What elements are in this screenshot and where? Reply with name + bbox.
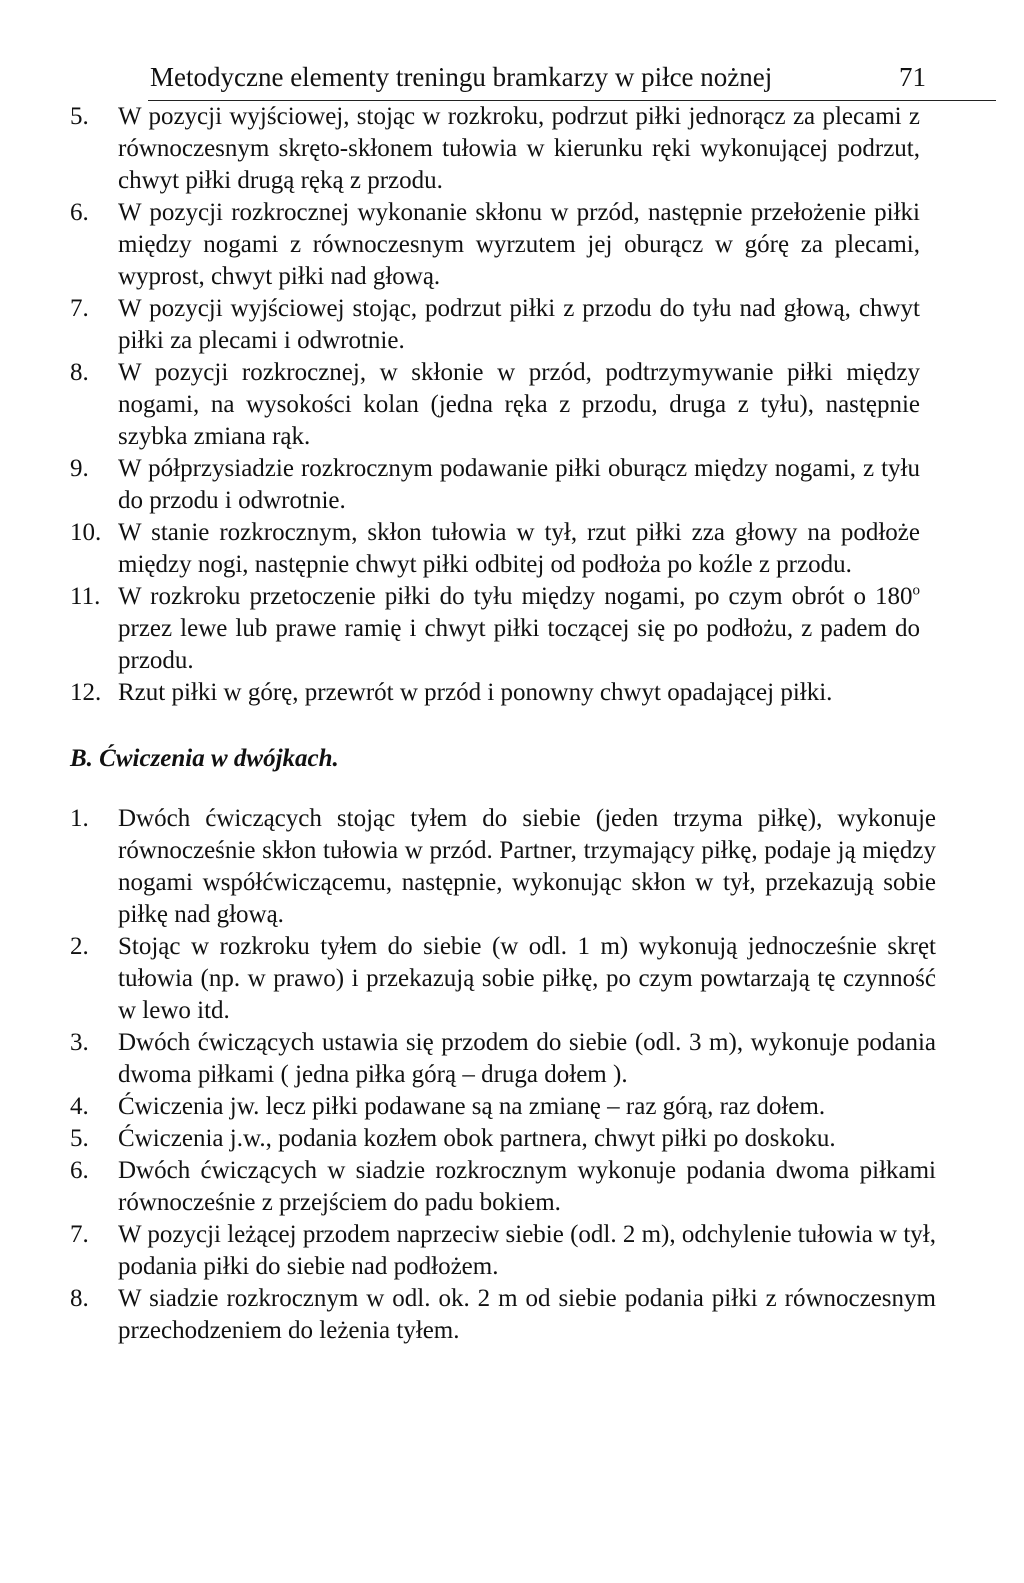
item-text-before-degree: W rozkroku przetoczenie piłki do tyłu między nogami, po czym obrót o 180 xyxy=(118,583,913,610)
item-number: 6. xyxy=(70,199,89,226)
page-number: 71 xyxy=(899,62,926,92)
list-item xyxy=(70,1283,936,1347)
item-text: Dwóch ćwiczących stojąc tyłem do siebie (jeden trzyma piłkę), wykonuje równocześnie skłon tułowia w przód. Partner, trzymający piłkę, podaje ją między nogami współćwiczącemu, następnie, wykonując skłon w tył, przekazują sobie piłkę nad głową. xyxy=(118,805,936,928)
item-number: 8. xyxy=(70,359,89,386)
item-text: W pozycji leżącej przodem naprzeciw siebie (odl. 2 m), odchylenie tułowia w tył, podania piłki do siebie nad podłożem. xyxy=(118,1221,936,1280)
book-page xyxy=(70,60,936,1347)
section-b-title: B. Ćwiczenia w dwójkach. xyxy=(70,745,339,772)
list-item xyxy=(70,453,920,517)
item-number: 3. xyxy=(70,1029,89,1056)
list-item xyxy=(70,1219,936,1283)
item-number: 2. xyxy=(70,933,89,960)
item-text: Stojąc w rozkroku tyłem do siebie (w odl. 1 m) wykonują jednocześnie skręt tułowia (np. w prawo) i przekazują sobie piłkę, po czym powtarzają tę czynność w lewo itd. xyxy=(118,933,936,1024)
running-head-title: Metodyczne elementy treningu bramkarzy w piłce nożnej xyxy=(150,62,773,92)
item-text: W półprzysiadzie rozkrocznym podawanie piłki oburącz między nogami, z tyłu do przodu i odwrotnie. xyxy=(118,455,920,514)
item-number: 7. xyxy=(70,1221,89,1248)
list-item xyxy=(70,931,936,1027)
list-item xyxy=(70,101,920,197)
list-item xyxy=(70,1027,936,1091)
item-number: 4. xyxy=(70,1093,89,1120)
item-text: W pozycji wyjściowej stojąc, podrzut piłki z przodu do tyłu nad głową, chwyt piłki za plecami i odwrotnie. xyxy=(118,295,920,354)
item-text: Dwóch ćwiczących ustawia się przodem do siebie (odl. 3 m), wykonuje podania dwoma piłkami ( jedna piłka górą – druga dołem ). xyxy=(118,1029,936,1088)
list-item xyxy=(70,1091,936,1123)
item-number: 8. xyxy=(70,1285,89,1312)
item-text: Rzut piłki w górę, przewrót w przód i ponowny chwyt opadającej piłki. xyxy=(118,679,833,706)
exercise-list-b xyxy=(70,803,936,1347)
item-text: Ćwiczenia j.w., podania kozłem obok partnera, chwyt piłki po doskoku. xyxy=(118,1125,836,1152)
item-number: 12. xyxy=(70,679,102,706)
item-number: 9. xyxy=(70,455,89,482)
item-text-after-degree: przez lewe lub prawe ramię i chwyt piłki toczącej się po podłożu, z padem do przodu. xyxy=(118,615,920,674)
item-number: 11. xyxy=(70,583,101,610)
item-number: 7. xyxy=(70,295,89,322)
item-number: 5. xyxy=(70,1125,89,1152)
item-number: 10. xyxy=(70,519,102,546)
item-text: W siadzie rozkrocznym w odl. ok. 2 m od siebie podania piłki z równoczesnym przechodzeniem do leżenia tyłem. xyxy=(118,1285,936,1344)
running-head xyxy=(70,60,936,94)
list-item xyxy=(70,581,920,677)
item-number: 1. xyxy=(70,805,89,832)
item-number: 5. xyxy=(70,103,89,130)
list-item xyxy=(70,517,920,581)
item-number: 6. xyxy=(70,1157,89,1184)
degree-symbol: o xyxy=(912,582,920,599)
list-item xyxy=(70,803,936,931)
item-text: Ćwiczenia jw. lecz piłki podawane są na zmianę – raz górą, raz dołem. xyxy=(118,1093,826,1120)
list-item xyxy=(70,293,920,357)
item-text: W pozycji rozkrocznej wykonanie skłonu w przód, następnie przełożenie piłki między nogami z równoczesnym wyrzutem jej oburącz w górę za plecami, wyprost, chwyt piłki nad głową. xyxy=(118,199,920,290)
list-item xyxy=(70,197,920,293)
list-item xyxy=(70,1123,936,1155)
item-text: W stanie rozkrocznym, skłon tułowia w tył, rzut piłki zza głowy na podłoże między nogi, następnie chwyt piłki odbitej od podłoża po koźle z przodu. xyxy=(118,519,920,578)
item-text: Dwóch ćwiczących w siadzie rozkrocznym wykonuje podania dwoma piłkami równocześnie z przejściem do padu bokiem. xyxy=(118,1157,936,1216)
list-item xyxy=(70,677,920,709)
item-text: W pozycji wyjściowej, stojąc w rozkroku, podrzut piłki jednorącz za plecami z równoczesnym skręto-skłonem tułowia w kierunku ręki wykonującej podrzut, chwyt piłki drugą ręką z przodu. xyxy=(118,103,920,194)
exercise-list-a xyxy=(70,101,920,709)
list-item xyxy=(70,1155,936,1219)
list-item xyxy=(70,357,920,453)
item-text: W pozycji rozkrocznej, w skłonie w przód, podtrzymywanie piłki między nogami, na wysokości kolan (jedna ręka z przodu, druga z tyłu), następnie szybka zmiana rąk. xyxy=(118,359,920,450)
